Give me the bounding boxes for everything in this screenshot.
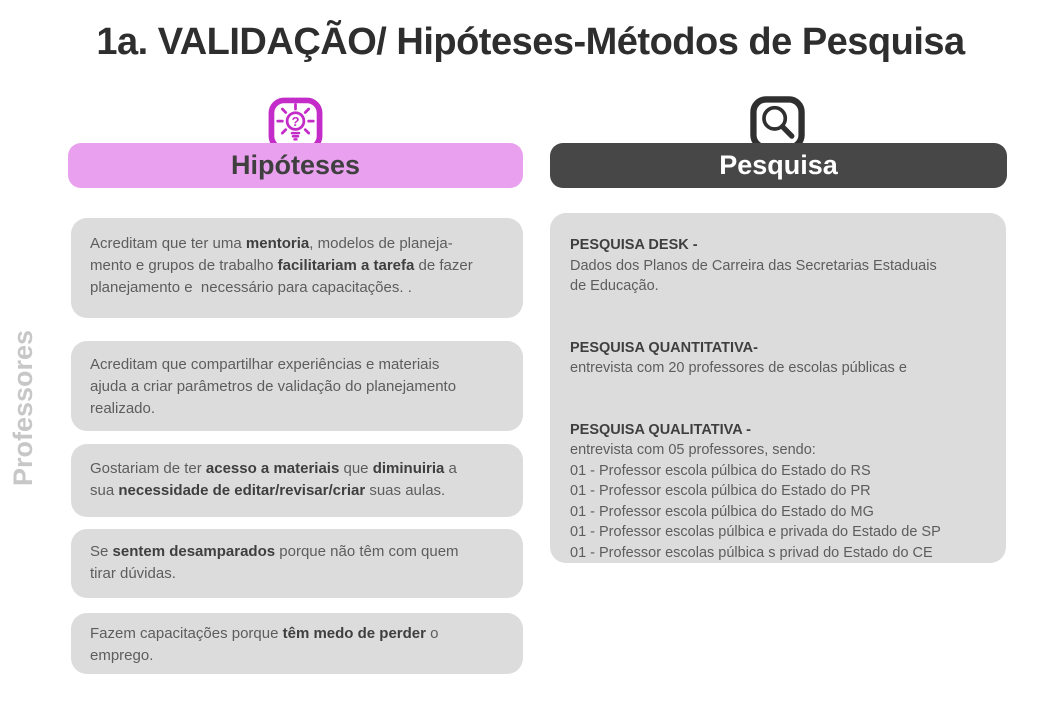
svg-text:?: ? (291, 113, 300, 129)
hypothesis-card-text: Fazem capacitações porque têm medo de perder o emprego. (90, 625, 439, 664)
hypothesis-card-text: Acreditam que compartilhar experiências e materiais ajuda a criar parâmetros de validação do planejamento realizado. (90, 356, 457, 417)
hypothesis-card-text: Acreditam que ter uma mentoria, modelos de planeja- mento e grupos de trabalho facilitariam a tarefa de fazer planejamento e necessário para capacitações. . (90, 235, 473, 296)
hypotheses-header-label: Hipóteses (230, 150, 361, 180)
hypothesis-card (71, 529, 523, 598)
hypothesis-card-text: Gostariam de ter acesso a materiais que diminuiria a sua necessidade de editar/revisar/criar suas aulas. (90, 460, 457, 499)
hypothesis-card (71, 613, 523, 674)
hypothesis-card (71, 444, 523, 517)
hypotheses-header (68, 143, 523, 188)
hypothesis-card-text: Se sentem desamparados porque não têm com quem tirar dúvidas. (90, 543, 459, 582)
hypothesis-card (71, 341, 523, 431)
research-card (550, 213, 1006, 563)
side-label-professores: Professores (8, 329, 38, 487)
research-header (550, 143, 1007, 188)
research-header-label: Pesquisa (719, 150, 838, 180)
page-title: 1a. VALIDAÇÃO/ Hipóteses-Métodos de Pesquisa (96, 21, 965, 63)
hypothesis-card (71, 218, 523, 318)
research-card-text: PESQUISA DESK - Dados dos Planos de Carreira das Secretarias Estaduais de Educação. PESQUISA QUANTITATIVA- entrevista com 20 professores de escolas públicas e PESQUISA QUALITATIVA - entrevista com 05 professores, sendo: 01 - Professor escola púlbica do Estado do RS 01 - Professor escola púlbica do Estado do PR 01 - Professor escola púlbica do Estado do MG 01 - Professor escolas púlbica e privada do Estado de SP 01 - Professor escolas púlbica s privad do Estado do CE (570, 237, 941, 561)
